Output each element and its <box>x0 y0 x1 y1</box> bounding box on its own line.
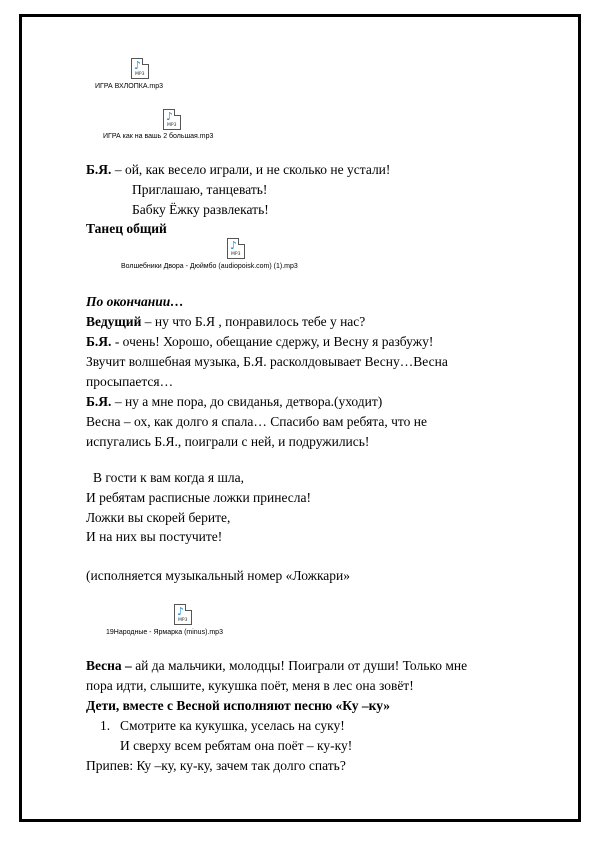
stage-direction-performed: (исполняется музыкальный номер «Ложкари» <box>86 568 351 583</box>
dialogue-spring-1: Весна – ох, как долго я спала… Спасибо вам ребята, что не <box>86 414 427 429</box>
music-note-icon: ♪ <box>166 110 174 123</box>
verse-line: В гости к вам когда я шла, <box>93 470 245 485</box>
dialogue-spring-1-cont: испугались Б.Я., поиграли с ней, и подружились! <box>86 434 370 449</box>
song-chorus: Припев: Ку –ку, ку-ку, зачем так долго спать? <box>86 758 346 773</box>
narration-line: просыпается… <box>86 374 174 389</box>
mp3-file-icon: ♪ MP3 <box>174 604 192 625</box>
verse-line: Бабку Ёжку развлекать! <box>132 202 269 217</box>
narration-line: Звучит волшебная музыка, Б.Я. расколдовывает Весну…Весна <box>86 354 448 369</box>
mp3-file-icon: ♪ MP3 <box>227 238 245 259</box>
mp3-file-icon: ♪ MP3 <box>163 109 181 130</box>
stage-direction-dance: Танец общий <box>86 221 167 236</box>
stage-direction-song: Дети, вместе с Весной исполняют песню «Ку –ку» <box>86 698 391 713</box>
music-note-icon: ♪ <box>177 605 185 618</box>
dialogue-host: Ведущий – ну что Б.Я , понравилось тебе у нас? <box>86 314 366 329</box>
music-note-icon: ♪ <box>134 59 142 72</box>
verse-line: Ложки вы скорей берите, <box>86 510 231 525</box>
attachment-filename: ИГРА ВХЛОПКА.mp3 <box>95 83 164 90</box>
dialogue-by-2: Б.Я. - очень! Хорошо, обещание сдержу, и Весну я разбужу! <box>86 334 434 349</box>
song-verse-line: И сверху всем ребятам она поёт – ку-ку! <box>120 738 353 753</box>
stage-direction-after: По окончании… <box>86 294 184 309</box>
verse-line: И ребятам расписные ложки принесла! <box>86 490 312 505</box>
song-verse-1: 1. Смотрите ка кукушка, уселась на суку! <box>100 718 345 733</box>
mp3-file-icon: ♪ MP3 <box>131 58 149 79</box>
verse-line: И на них вы постучите! <box>86 529 223 544</box>
dialogue-by-1: Б.Я. – ой, как весело играли, и не сколько не устали! <box>86 162 391 177</box>
dialogue-spring-2-cont: пора идти, слышите, кукушка поёт, меня в лес она зовёт! <box>86 678 414 693</box>
verse-line: Приглашаю, танцевать! <box>132 182 268 197</box>
attachment-filename: ИГРА как на вашь 2 большая.mp3 <box>103 133 214 140</box>
dialogue-by-3: Б.Я. – ну а мне пора, до свиданья, детвора.(уходит) <box>86 394 383 409</box>
music-note-icon: ♪ <box>230 239 238 252</box>
attachment-filename: 19Народные - Ярмарка (minus).mp3 <box>106 629 223 636</box>
attachment-filename: Волшебники Двора - Дюймбо (audiopoisk.com) (1).mp3 <box>121 263 298 270</box>
dialogue-spring-2: Весна – ай да мальчики, молодцы! Поиграли от души! Только мне <box>86 658 468 673</box>
